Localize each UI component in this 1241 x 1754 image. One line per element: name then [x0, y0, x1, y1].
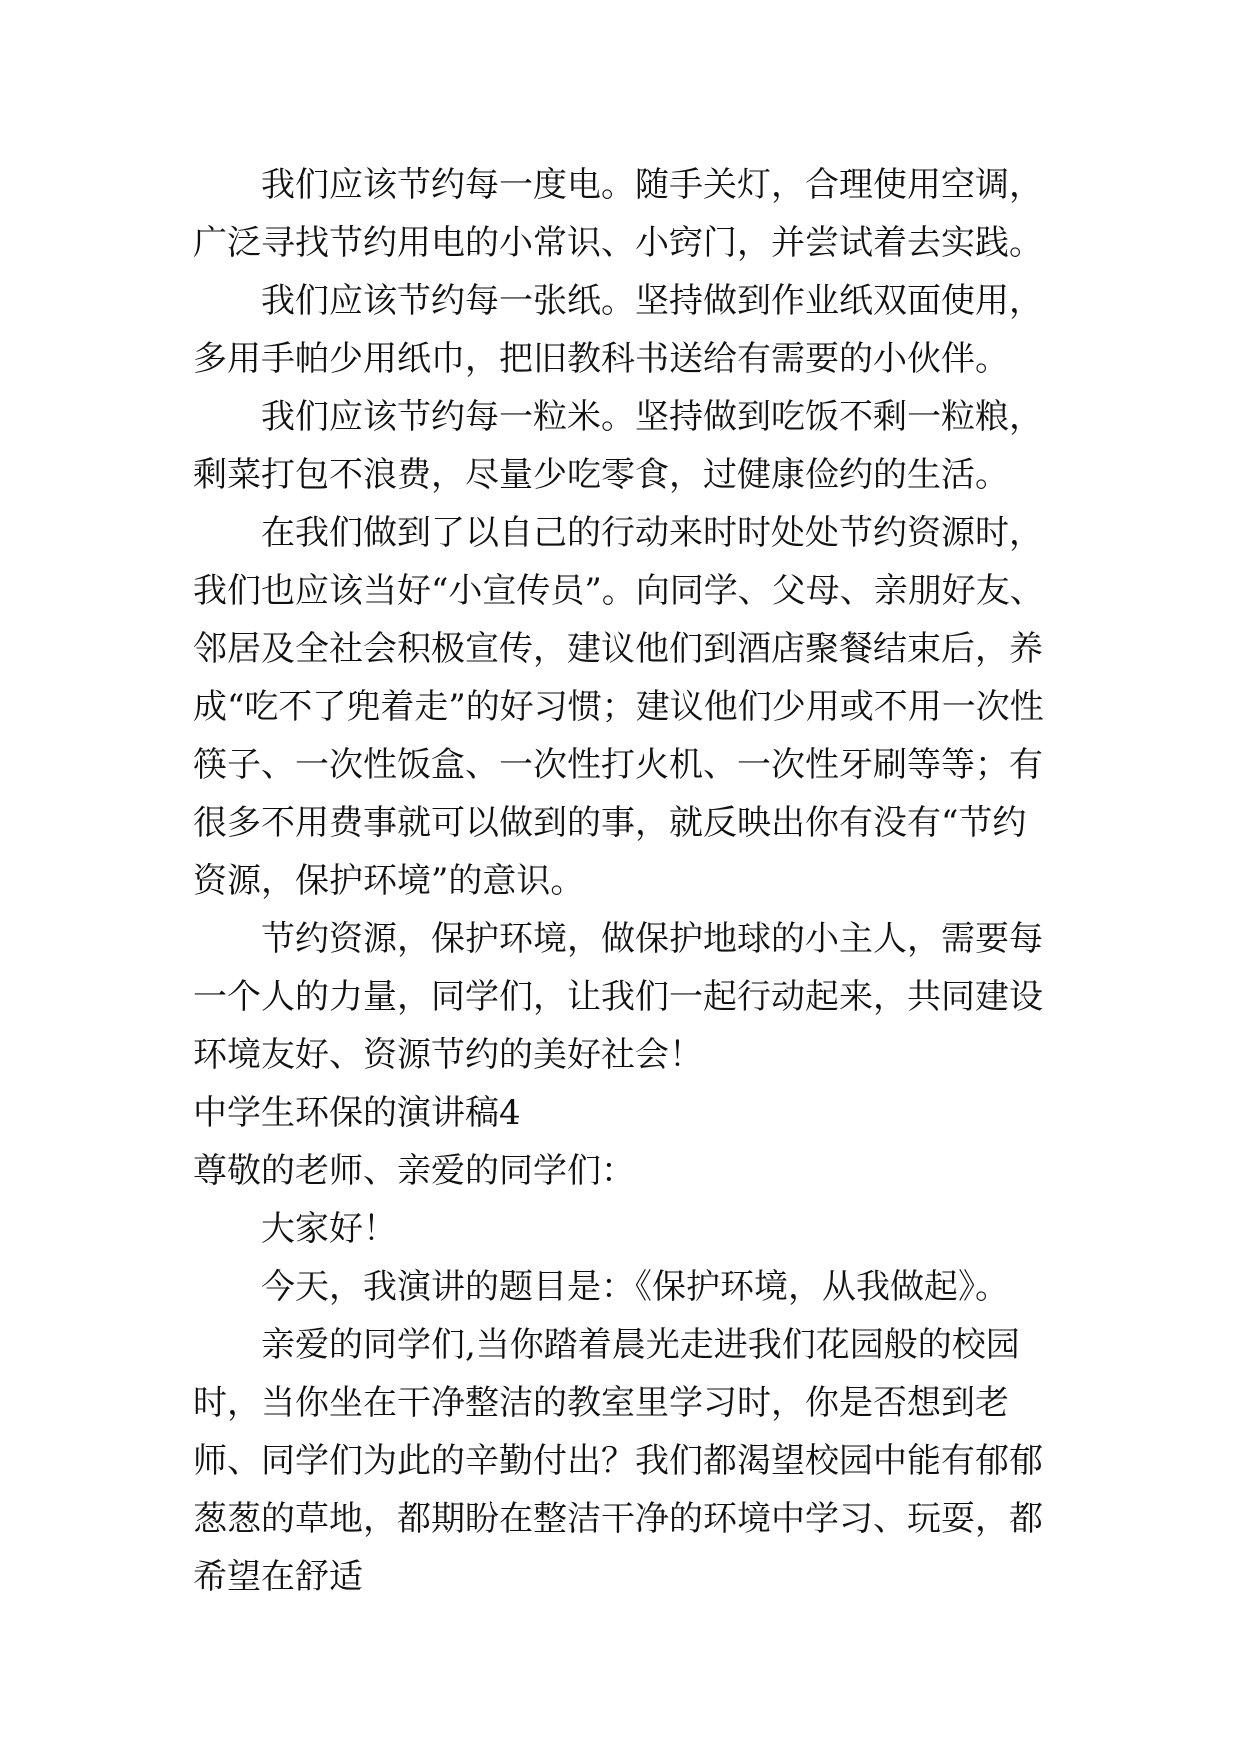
paragraph-save-paper: 我们应该节约每一张纸。坚持做到作业纸双面使用，多用手帕少用纸巾，把旧教科书送给有需要的小伙伴。	[193, 281, 1043, 379]
greeting: 大家好！	[261, 1209, 397, 1249]
document-body	[193, 156, 1053, 1606]
paragraph-call-to-action: 节约资源，保护环境，做保护地球的小主人，需要每一个人的力量，同学们，让我们一起行动起来，共同建设环境友好、资源节约的美好社会！	[193, 919, 1043, 1075]
topic-line: 今天，我演讲的题目是：《保护环境，从我做起》。	[261, 1267, 1009, 1307]
section-title: 中学生环保的演讲稿4	[193, 1093, 521, 1133]
paragraph-save-electricity: 我们应该节约每一度电。随手关灯，合理使用空调，广泛寻找节约用电的小常识、小窍门，并尝试着去实践。	[193, 165, 1043, 263]
paragraph-publicity: 在我们做到了以自己的行动来时时处处节约资源时，我们也应该当好“小宣传员”。向同学、父母、亲朋好友、邻居及全社会积极宣传，建议他们到酒店聚餐结束后，养成“吃不了兜着走”的好习惯；建议他们少用或不用一次性筷子、一次性饭盒、一次性打火机、一次性牙刷等等；有很多不用费事就可以做到的事，就反映出你有没有“节约资源，保护环境”的意识。	[193, 513, 1044, 901]
paragraph-save-rice: 我们应该节约每一粒米。坚持做到吃饭不剩一粒粮，剩菜打包不浪费，尽量少吃零食，过健康俭约的生活。	[193, 397, 1043, 495]
closing-paragraph: 亲爱的同学们,当你踏着晨光走进我们花园般的校园时，当你坐在干净整洁的教室里学习时，你是否想到老师、同学们为此的辛勤付出？我们都渴望校园中能有郁郁葱葱的草地，都期盼在整洁干净的环境中学习、玩耍，都希望在舒适	[193, 1325, 1043, 1597]
salutation: 尊敬的老师、亲爱的同学们：	[193, 1151, 635, 1191]
